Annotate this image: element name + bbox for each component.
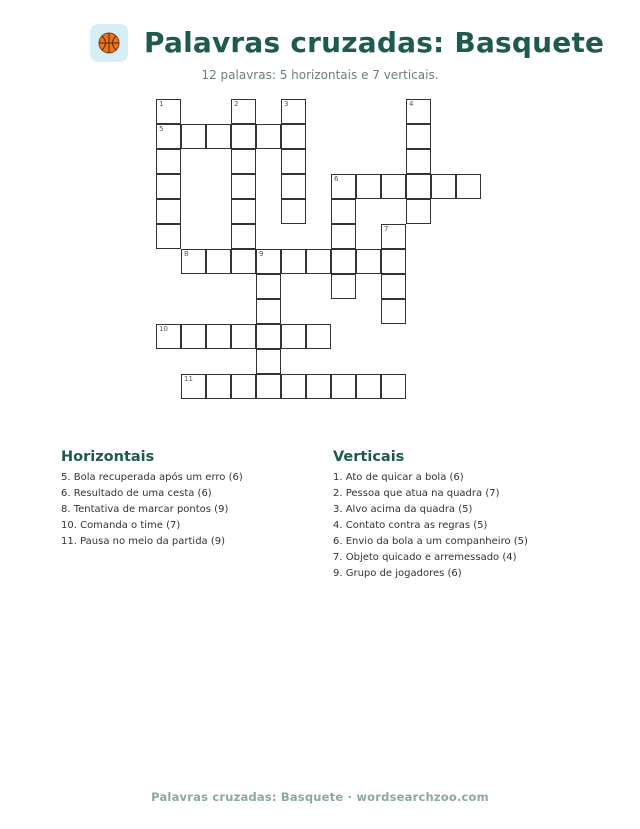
grid-cell[interactable] [331,199,356,224]
grid-cell[interactable] [306,374,331,399]
clue-item: 2. Pessoa que atua na quadra (7) [333,488,500,499]
down-clue-list [333,470,528,582]
clue-item: 11. Pausa no meio da partida (9) [61,536,226,547]
clue-number: 8 [184,250,189,258]
grid-cell[interactable] [256,274,281,299]
clue-item: 4. Contato contra as regras (5) [333,520,488,531]
grid-cell[interactable] [156,99,181,124]
clue-item: 10. Comanda o time (7) [61,520,181,531]
clue-number: 4 [409,100,414,108]
grid-cell[interactable] [256,249,281,274]
grid-cell[interactable] [381,299,406,324]
grid-cell[interactable] [281,199,306,224]
grid-cell[interactable] [281,174,306,199]
clue-number: 10 [159,325,168,333]
grid-cell[interactable] [381,249,406,274]
clue-item: 8. Tentativa de marcar pontos (9) [61,504,229,515]
grid-cell[interactable] [281,124,306,149]
grid-cell[interactable] [281,99,306,124]
clue-number: 5 [159,125,164,133]
across-heading: Horizontais [61,449,155,465]
clue-number: 6 [334,175,339,183]
grid-cell[interactable] [381,374,406,399]
grid-cell[interactable] [281,149,306,174]
grid-cell[interactable] [331,224,356,249]
grid-cell[interactable] [281,249,306,274]
grid-cell[interactable] [281,374,306,399]
grid-cell[interactable] [281,324,306,349]
grid-cell[interactable] [231,124,256,149]
grid-cell[interactable] [206,124,231,149]
grid-cell[interactable] [156,174,181,199]
grid-cell[interactable] [181,249,206,274]
grid-cell[interactable] [456,174,481,199]
grid-cell[interactable] [406,149,431,174]
grid-cell[interactable] [181,374,206,399]
clue-item: 3. Alvo acima da quadra (5) [333,504,473,515]
grid-cell[interactable] [231,174,256,199]
grid-cell[interactable] [231,199,256,224]
grid-cell[interactable] [306,324,331,349]
clue-number: 7 [384,225,389,233]
grid-cell[interactable] [431,174,456,199]
grid-cell[interactable] [356,174,381,199]
grid-cell[interactable] [381,274,406,299]
page-subtitle: 12 palavras: 5 horizontais e 7 verticais. [201,68,439,82]
clue-item: 5. Bola recuperada após um erro (6) [61,472,243,483]
grid-cell[interactable] [306,249,331,274]
clue-item: 9. Grupo de jogadores (6) [333,568,462,579]
grid-cell[interactable] [156,124,181,149]
page-footer: Palavras cruzadas: Basquete · wordsearchzoo.com [151,790,489,804]
grid-cell[interactable] [381,174,406,199]
clue-number: 2 [234,100,239,108]
grid-cell[interactable] [256,299,281,324]
grid-cell[interactable] [156,199,181,224]
grid-cell[interactable] [331,174,356,199]
grid-cell[interactable] [256,124,281,149]
grid-cell[interactable] [406,174,431,199]
grid-cell[interactable] [206,374,231,399]
down-heading: Verticais [333,449,405,465]
grid-cell[interactable] [331,249,356,274]
across-clue-list [61,470,243,550]
clue-number: 11 [184,375,193,383]
grid-cell[interactable] [181,124,206,149]
grid-cell[interactable] [156,324,181,349]
grid-cell[interactable] [381,224,406,249]
grid-cell[interactable] [231,324,256,349]
grid-cell[interactable] [231,149,256,174]
grid-cell[interactable] [231,99,256,124]
clue-item: 1. Ato de quicar a bola (6) [333,472,464,483]
grid-cell[interactable] [156,224,181,249]
clue-number: 3 [284,100,289,108]
clue-number: 1 [159,100,164,108]
grid-cell[interactable] [256,324,281,349]
clue-item: 7. Objeto quicado e arremessado (4) [333,552,517,563]
clue-item: 6. Envio da bola a um companheiro (5) [333,536,528,547]
grid-cell[interactable] [331,274,356,299]
clue-item: 6. Resultado de uma cesta (6) [61,488,212,499]
grid-cell[interactable] [206,324,231,349]
grid-cell[interactable] [231,224,256,249]
grid-cell[interactable] [231,374,256,399]
grid-cell[interactable] [406,99,431,124]
grid-cell[interactable] [356,249,381,274]
grid-cell[interactable] [206,249,231,274]
grid-cell[interactable] [156,149,181,174]
grid-cell[interactable] [356,374,381,399]
page-title: Palavras cruzadas: Basquete [144,26,605,59]
grid-cell[interactable] [256,374,281,399]
grid-cell[interactable] [181,324,206,349]
grid-cell[interactable] [406,124,431,149]
clue-number: 9 [259,250,264,258]
grid-cell[interactable] [231,249,256,274]
grid-cell[interactable] [331,374,356,399]
grid-cell[interactable] [256,349,281,374]
grid-cell[interactable] [406,199,431,224]
